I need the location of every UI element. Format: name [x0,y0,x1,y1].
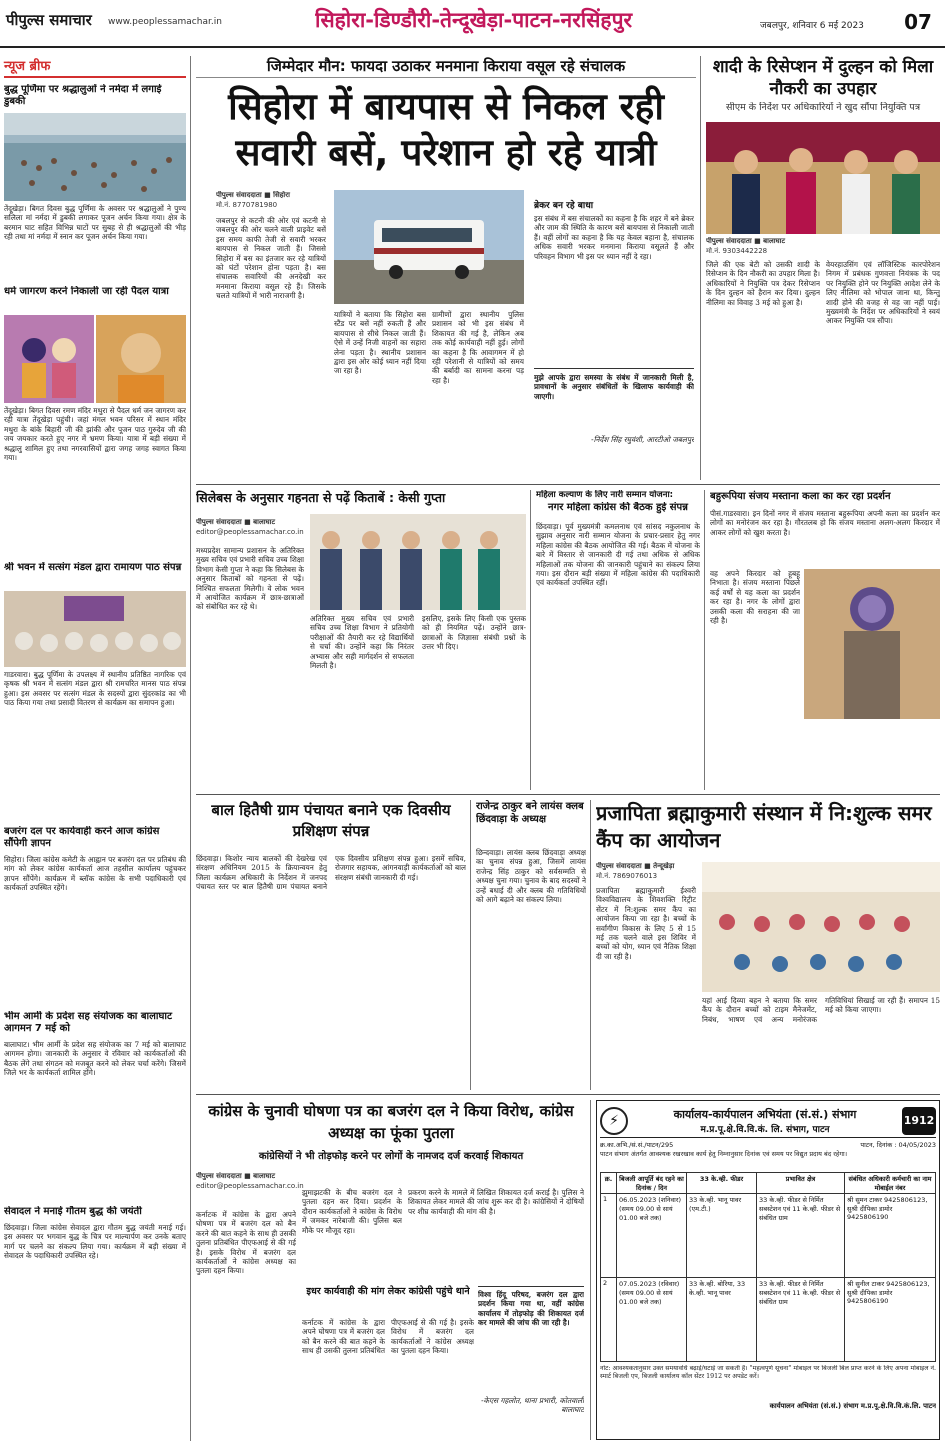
congress-text-col1: कर्नाटक में कांग्रेस के द्वारा अपने घोषणा पत्र में बजरंग दल को बैन करने की बात कहने के साथ ही उसकी तुलना प्रतिबंधित पीएफआई से की गई है। इसके विरोध में बजरंग दल कार्यकर्ताओं ने कांग्रेस अध्यक्ष का पुतला दहन किया। [196,1210,296,1276]
row-date: 06.05.2023 (शनिवार) (समय 09.00 से सायं 01.00 बजे तक) [617,1194,687,1278]
brief-4-text: सिहोरा। जिला कांग्रेस कमेटी के आह्वान पर बजरंग दल पर प्रतिबंध की मांग को लेकर कांग्रेस कार्यकर्ता आज तहसील कार्यालय पहुंचकर ज्ञापन सौंपेंगे। कार्यक्रम में ब्लॉक कांग्रेस के सभी पदाधिकारी एवं कार्यकर्ता उपस्थित रहेंगे। [4,855,186,893]
brief-1-text: तेंदूखेड़ा। बिगत दिवस बुद्ध पूर्णिमा के अवसर पर श्रद्धालुओं ने पुण्य सलिला मां नर्मदा में डुबकी लगाकर पूजन अर्चन किया गया। क्षेत्र के बरमान घाट सहित विभिन्न घाटों पर सुबह से ही श्रद्धालुओं की भीड़ रही तथा मां नर्मदा में स्नान कर पूजन अर्चन किया गया। [4,204,186,242]
mpeb-logo-icon: ⚡ [600,1107,628,1135]
congress-email: editor@peoplessamachar.co.in [196,1182,304,1190]
wedding-headline: शादी के रिसेप्शन में दुल्हन को मिला नौकरी का उपहार [712,57,934,99]
bus-image [334,190,524,304]
col-header: बिजली आपूर्ति बंद रहने का दिनांक / दिन [617,1173,687,1194]
panchayat-story [196,800,466,1090]
news-brief-column [4,56,186,1441]
artist-headline: बहुरूपिया संजय मस्ताना कला का कर रहा प्रदर्शन [710,491,891,502]
brief-4-title: बजरंग दल पर कार्यवाही करने आज कांग्रेस सौंपेगी ज्ञापन [4,826,160,849]
women-congress-story [536,490,700,790]
brief-2-title: धर्म जागरण करने निकाली जा रही पैदल यात्रा [4,286,169,297]
row-contact: श्री सुमन टाकर 9425806123, सुश्री दीपिका डामोर 9425806190 [845,1194,936,1278]
brief-6-text: छिंदवाड़ा। जिला कांग्रेस सेवादल द्वारा गौतम बुद्ध जयंती मनाई गई। इस अवसर पर भगवान बुद्ध के चित्र पर माल्यार्पण कर उनके बताए मार्ग पर चलने का संकल्प लिया गया। कार्यक्रम में बड़ी संख्या में सेवादल के पदाधिकारी उपस्थित रहे। [4,1223,186,1261]
notice-footer: नोट: आवश्यकतानुसार उक्त समयावधि बढ़ाई/घटाई जा सकती है। "महत्वपूर्ण सूचना" मोबाइल पर बिजली बिल प्राप्त करने के लिए अपना मोबाइल नं. स्मार्ट बिजली एप, बिजली कार्यालय कॉल सेंटर 1912 पर अपडेट करें। [600,1365,936,1381]
col-header: संबंधित अधिकारी कर्मचारी का नाम मोबाईल नंबर [845,1173,936,1194]
brief-5-text: बालाघाट। भीम आर्मी के प्रदेश सह संयोजक का 7 मई को बालाघाट आगमन होगा। जानकारी के अनुसार वे रविवार को कार्यकर्ताओं की बैठक लेंगे तथा संगठन को मजबूत करने को लेकर चर्चा करेंगे। जिसमें जिले भर के कार्यकर्ता शामिल होंगे। [4,1040,186,1078]
paper-logo [6,10,98,34]
rto-quote-box [534,368,694,476]
section-label: न्यूज ब्रीफ [4,56,186,78]
lead-text-col4: इस संबंध में बस संचालकों का कहना है कि शहर में बने ब्रेकर और जाम की स्थिति के कारण बसें बायपास से निकाली जाती हैं। वहीं लोगों का कहना है कि यह केवल बहाना है, संचालक अधिक सवारी भरकर मनमाना किराया वसूलते हैं और परिवहन विभाग भी इस पर ध्यान नहीं दे रहा। [534,214,694,261]
brief-6-title: सेवादल ने मनाई गौतम बुद्ध की जयंती [4,1206,142,1217]
camp-headline: प्रजापिता ब्रह्माकुमारी संस्थान में नि:शुल्क समर कैंप का आयोजन [596,801,932,852]
bahurupiya-image [804,569,940,719]
syllabus-photo [310,514,526,610]
brief-3-photo [4,591,186,667]
syllabus-story [196,490,526,790]
artist-text-top: पीसं.गाडरवारा। इन दिनों नगर में संजय मस्ताना बहुरूपिया अपनी कला का प्रदर्शन कर लोगों का मनोरंजन कर रहा है। गौरतलब हो कि संजय मस्ताना अलग-अलग किरदार में आकर लोगों को खुश करता है। [710,509,940,537]
col-header: 33 के.व्ही. फीडर [687,1173,757,1194]
camp-text-col2: यहां आई दिव्या बहन ने बताया कि समर कैंप के दौरान बच्चों को टाइम मैनेजमेंट, निबंध, भाषण एवं अन्य मनोरंजक गतिविधियां सिखाई जा रही हैं। समापन 15 मई को किया जाएगा। [702,996,940,1024]
column-divider [704,490,705,790]
lead-text-col1: जबलपुर से कटनी की ओर एवं कटनी से जबलपुर की ओर चलने वाली प्राइवेट बसें इस समय काफी तेजी से सवारी भरकर बायपास से निकल जाती हैं। जिससे सिहोरा में बस का इंतजार कर रहे यात्रियों को घंटों परेशान होना पड़ता है। बस संचालक सवारियों की अनदेखी कर मनमाना किराया वसूल रहे हैं। जिसके चलते यात्रियों में भारी नाराजगी है। [216,216,326,301]
artist-story [710,490,940,790]
syllabus-text-col2: अतिरिक्त मुख्य सचिव एवं प्रभारी सचिव उच्च शिक्षा विभाग ने प्रतियोगी परीक्षाओं की तैयारी कर रहे विद्यार्थियों से चर्चा की। उन्होंने कहा कि निरंतर अभ्यास और सही मार्गदर्शन से सफलता मिलती है। [310,614,414,671]
notice-office: कार्यालय-कार्यपालन अभियंता (सं.सं.) संभाग [673,1107,857,1121]
river-crowd-photo [4,113,186,201]
panchayat-headline: बाल हितैषी ग्राम पंचायत बनाने एक दिवसीय प्रशिक्षण संपन्न [211,801,451,840]
row-no: 1 [601,1194,617,1278]
col-header: प्रभावित क्षेत्र [757,1173,845,1194]
notice-org: म.प्र.पू.क्षे.वि.वि.कं. लि. संभाग, पाटन [700,1124,830,1135]
row-area: 33 के.व्ही. फीडर से निर्मित सबस्टेशन एवं 11 के.व्ही. फीडर से संबंधित ग्राम [757,1194,845,1278]
camp-phone: मो.नं. 7869076013 [596,872,658,880]
col-header: क्र. [601,1173,617,1194]
lead-text-col2: यात्रियों ने बताया कि सिहोरा बस स्टैंड पर बसें नहीं रुकती हैं और बायपास से सीधे निकल जाती हैं। ऐसे में उन्हें निजी वाहनों का सहारा लेना पड़ता है। स्थानीय प्रशासन द्वारा इस ओर कोई ध्यान नहीं दिया जा रहा है। [334,310,426,376]
notice-ref-date: पाटन, दिनांक : 04/05/2023 [860,1141,936,1149]
congress-text-col2: झुमाझटकी के बीच बजरंग दल ने पुतला दहन कर दिया। प्रदर्शन के दौरान कार्यकर्ताओं ने कांग्रेस के विरोध में जमकर नारेबाजी की। पुलिस बल मौके पर मौजूद रहा। [302,1188,402,1235]
police-quote: विश्व हिंदू परिषद, बजरंग दल द्वारा प्रदर्शन किया गया था, वहीं कांग्रेस कार्यालय में तोड़फोड़ की शिकायत दर्ज कर मामले की जांच की जा रही है। [478,1290,584,1328]
notice-ref: क्र.का.अभि./सं.सं./पाटन/295 [600,1141,674,1149]
notice-signature: कार्यपालन अभियंता (सं.सं.) संभाग म.प्र.पू.क्षे.वि.वि.कं.लि. पाटन [769,1402,936,1410]
wedding-kicker: सीएम के निर्देश पर अधिकारियों ने खुद सौंपा नियुक्ति पत्र [725,102,921,113]
row-contact: श्री सुनील टाकर 9425806123, सुश्री दीपिका डामोर 9425806190 [845,1278,936,1362]
wedding-text-col2: वेयरहाउसिंग एवं लॉजिस्टिक कारपोरेशन निगम में प्रबंधक गुणवत्ता नियंत्रक के पद पर नियुक्ति होने पर नियुक्ति आदेश लेने के लिए नीलिमा को भोपाल जाना था, किन्तु शादी होने की वजह से वह जा नहीं पाई। मुख्यमंत्री के निर्देश पर अधिकारियों ने स्वयं आकर नियुक्ति पत्र सौंपा। [826,260,940,326]
masthead [0,0,945,48]
lead-kicker: जिम्मेदार मौन: फायदा उठाकर मनमाना किराया वसूल रहे संचालक [196,56,696,78]
congress-headline: कांग्रेस के चुनावी घोषणा पत्र का बजरंग दल ने किया विरोध, कांग्रेस अध्यक्ष का फूंका पुतला [208,1102,574,1142]
issue-date: जबलपुर, शनिवार 6 मई 2023 [760,21,864,31]
saint-portrait-photo [96,315,186,403]
summer-camp-story [596,800,940,1090]
brief-3-title: श्री भवन में सत्संग मंडल द्वारा रामायण पाठ संपन्न [4,562,182,573]
deity-photo [4,315,94,403]
camp-byline: पीपुल्स संवाददाता ■ तेन्दूखेड़ा [596,862,675,870]
congress-text-col4: कर्नाटक में कांग्रेस के द्वारा अपने घोषणा पत्र में बजरंग दल को बैन करने की बात कहने के साथ ही उसकी तुलना प्रतिबंधित पीएफआई से की गई है। इसके विरोध में बजरंग दल कार्यकर्ताओं ने कांग्रेस अध्यक्ष का पुतला दहन किया। [302,1318,474,1356]
column-divider [590,1100,591,1440]
column-divider [700,56,701,480]
syllabus-headline: सिलेबस के अनुसार गहनता से पढ़ें किताबें : केसी गुप्ता [196,490,446,505]
lions-text: छिन्दवाड़ा। लायंस क्लब छिंदवाड़ा अध्यक्ष का चुनाव संपन्न हुआ, जिसमें लायंस राजेन्द्र सिंह ठाकुर को सर्वसम्मति से अध्यक्ष चुना गया। चुनाव के बाद सदस्यों ने उन्हें बधाई दी और क्लब की गतिविधियों को आगे बढ़ाने का संकल्प लिया। [476,848,586,905]
lead-text-col3: ग्रामीणों द्वारा स्थानीय पुलिस प्रशासन को भी इस संबंध में शिकायत की गई है, लेकिन अब तक कोई कार्यवाही नहीं हुई। लोगों का कहना है कि आवागमन में हो रही परेशानी से यात्रियों को समय की बर्बादी का सामना करना पड़ रहा है। [432,310,524,385]
brief-2-photos [4,315,186,403]
women-headline: नगर महिला कांग्रेस की बैठक हुई संपन्न [548,502,688,513]
section-rule [196,1094,940,1095]
lead-phone: मो.नं. 8770781980 [216,201,278,209]
rto-quote-by: -निर्देश सिंह रघुवंशी, आरटीओ जबलपुर [591,435,694,444]
region-title: सिहोरा-डिण्डौरी-तेन्दूखेड़ा-पाटन-नरसिंहपुर [315,8,633,32]
section-rule [196,794,940,795]
brief-5-title: भीम आर्मी के प्रदेश सह संयोजक का बालाघाट आगमन 7 मई को [4,1011,173,1034]
artist-photo [804,569,940,719]
bus-photo [334,190,524,304]
congress-subhead: इधर कार्यवाही की मांग लेकर कांग्रेसी पहुंचे थाने [306,1286,470,1297]
toll-free-badge: 1912 [902,1107,936,1135]
wedding-photo [706,122,940,234]
students-photo [310,514,526,610]
lead-byline: पीपुल्स संवाददाता ■ सिहोरा [216,191,290,199]
table-row [601,1278,936,1362]
brief-1-photo [4,113,186,201]
lead-headline: सिहोरा में बायपास से निकल रही सवारी बसें, परेशान हो रहे यात्री [228,85,664,174]
wedding-text-col1: जिले की एक बेटी को उसकी शादी के रिसेप्शन के दिन नौकरी का उपहार मिला है। अधिकारियों ने नियुक्ति पत्र देकर रिसेप्शन के दिन दुल्हन को हैरान कर दिया। दुल्हन नीलिमा का विवाह 3 मई को हुआ है। [706,260,820,307]
syllabus-text-col1: मध्यप्रदेश सामान्य प्रशासन के अतिरिक्त मुख्य सचिव एवं प्रभारी सचिव उच्च शिक्षा विभाग केसी गुप्ता ने कहा कि सिलेबस के अनुसार किताबों को गहनता से पढ़ें। निश्चित सफलता मिलेगी। वे लोक भवन में आयोजित कार्यक्रम में छात्र-छात्राओं को संबोधित कर रहे थे। [196,546,304,612]
congress-story [196,1100,586,1440]
breaker-subhead: ब्रेकर बन रहे बाधा [534,201,594,211]
women-text: छिंदवाड़ा। पूर्व मुख्यमंत्री कमलनाथ एवं सांसद नकुलनाथ के सुझाव अनुसार नारी सम्मान योजना के प्रचार-प्रसार हेतु नगर महिला कांग्रेस की बैठक आयोजित की गई। बैठक में योजना के बारे में विस्तार से जानकारी दी गई तथा अधिक से अधिक महिलाओं तक योजना की जानकारी पहुंचाने का संकल्प लिया गया। इस दौरान बड़ी संख्या में महिला कांग्रेस की पदाधिकारी एवं कार्यकर्ता उपस्थित रहीं। [536,522,700,588]
column-divider [590,800,591,1090]
police-quote-by: -केएस गहलोत, थाना प्रभारी, कोतवाली बालाघाट [481,1396,584,1415]
police-quote-box [478,1286,584,1436]
row-feeder: 33 के.व्ही. बोरिया, 33 के.व्ही. भानू पावर [687,1278,757,1362]
brief-3-text: गाडरवारा। बुद्ध पूर्णिमा के उपलक्ष्य में स्थानीय प्रतिष्ठित नागरिक एवं कृषक श्री भवन में सत्संग मंडल द्वारा श्री रामचरित मानस पाठ संपन्न हुआ। इस अवसर पर सत्संग मंडल के सदस्यों द्वारा सुंदरकांड का भी पाठ किया गया तथा प्रसादी वितरण से कार्यक्रम का समापन हुआ। [4,670,186,708]
congress-text-col3: प्रकरण करने के मामले में लिखित शिकायत दर्ज कराई है। पुलिस ने शिकायत लेकर मामले की जांच शुरू कर दी है। कांग्रेसियों ने दोषियों पर शीघ्र कार्यवाही की मांग की है। [408,1188,584,1216]
table-row [601,1194,936,1278]
syllabus-email: editor@peoplessamachar.co.in [196,528,304,536]
women-kicker: महिला कल्याण के लिए नारी सम्मान योजना: [536,490,674,500]
lead-story [196,56,696,480]
camp-photo [702,862,940,992]
rto-quote: मुझे आपके द्वारा समस्या के संबंध में जानकारी मिली है, प्रावधानों के अनुसार संबंधितों के खिलाफ कार्यवाही की जाएगी। [534,373,694,401]
column-divider [190,56,191,1441]
row-date: 07.05.2023 (रविवार) (समय 09.00 से सायं 01.00 बजे तक) [617,1278,687,1362]
congress-byline: पीपुल्स संवाददाता ■ बालाघाट [196,1172,275,1180]
syllabus-byline: पीपुल्स संवाददाता ■ बालाघाट [196,518,275,526]
notice-intro: पाटन संभाग अंतर्गत आवश्यक रखरखाव कार्य हेतु निम्नानुसार दिनांक एवं समय पर विद्युत प्रदाय बंद रहेगा। [600,1150,848,1158]
wedding-byline: पीपुल्स संवाददाता ■ बालाघाट [706,237,785,245]
shutdown-table [600,1172,936,1362]
website-link[interactable]: www.peoplessamachar.in [108,17,222,27]
power-cut-notice [596,1100,940,1440]
row-no: 2 [601,1278,617,1362]
page-number: 07 [904,10,932,34]
wedding-phone: मो.नं. 9303442228 [706,247,768,255]
column-divider [470,800,471,1090]
wedding-image [706,122,940,234]
artist-text-side: वह अपने किरदार को हूबहू निभाता है। संजय मस्ताना पिछले कई वर्षों से यह कला का प्रदर्शन कर रहा है। नगर के लोगों द्वारा उसकी कला की सराहना की जा रही है। [710,569,800,626]
brief-2-text: तेंदूखेड़ा। बिगत दिवस रमण मंदिर मथुरा से पैदल धर्म जन जागरण कर रही यात्रा तेंदूखेड़ा पहुंची। जहां मंगल भवन परिसर में स्थान मंदिर मथुरा के बांके बिहारी जी की झांकी और पूजन पाठ गुरुदेव जी की जय जयकार करते हुए नगर में भ्रमण किया। यात्रा में बड़ी संख्या में श्रद्धालु शामिल हुए तथा नगरवासियों द्वारा जगह जगह स्वागत किया गया। [4,406,186,463]
wedding-story [706,56,940,480]
row-area: 33 के.व्ही. फीडर से निर्मित सबस्टेशन एवं 11 के.व्ही. फीडर से संबंधित ग्राम [757,1278,845,1362]
row-feeder: 33 के.व्ही. भानू पावर (एम.टी.) [687,1194,757,1278]
congress-kicker: कांग्रेसियों ने भी तोड़फोड़ करने पर लोगों के नामजद दर्ज करवाई शिकायत [258,1151,524,1162]
syllabus-text-col3: इसलिए, इसके लिए किसी एक पुस्तक को ही नियमित पढ़ें। उन्होंने छात्र-छात्राओं के जिज्ञासा संबंधी प्रश्नों के उत्तर भी दिए। [422,614,526,652]
column-divider [530,490,531,790]
brief-1-title: बुद्ध पूर्णिमा पर श्रद्धालुओं ने नर्मदा में लगाई डुबकी [4,84,162,107]
section-rule [196,484,940,485]
panchayat-text: छिंदवाड़ा। किशोर न्याय बालकों की देखरेख एवं संरक्षण अधिनियम 2015 के क्रियान्वयन हेतु जिला कार्यक्रम अधिकारी के निर्देशन में जनपद पंचायत स्तर पर बाल हितैषी ग्राम पंचायत बनाने एक दिवसीय प्रशिक्षण संपन्न हुआ। इसमें सचिव, रोजगार सहायक, आंगनवाड़ी कार्यकर्ताओं को बाल संरक्षण संबंधी जानकारी दी गई। [196,854,466,892]
lions-story [476,800,586,1090]
paper-name: पीपुल्स समाचार [6,11,92,29]
satsang-group-photo [4,591,186,667]
camp-children-image [702,862,940,992]
lions-headline: राजेन्द्र ठाकुर बने लायंस क्लब छिंदवाड़ा के अध्यक्ष [476,801,584,825]
camp-text-col1: प्रजापिता ब्रह्माकुमारी ईश्वरी विश्वविद्यालय के शिवशक्ति रिट्रीट सेंटर में नि:शुल्क समर कैंप का आयोजन किया जा रहा है। बच्चों के सर्वांगीण विकास के लिए 5 से 15 मई तक चलने वाले इस शिविर में बच्चों को योग, ध्यान एवं नैतिक शिक्षा दी जा रही है। [596,886,696,961]
